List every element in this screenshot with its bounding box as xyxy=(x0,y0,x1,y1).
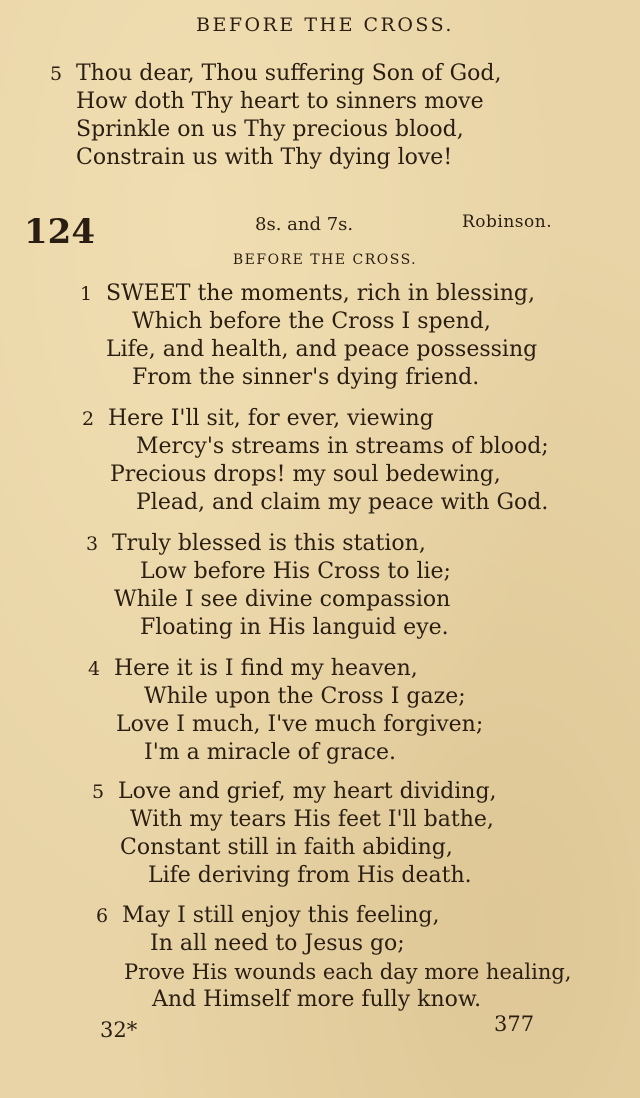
verse-line xyxy=(50,116,501,144)
verse-line xyxy=(86,558,451,586)
verse-text: SWEET the moments, rich in blessing, xyxy=(106,281,535,306)
verse-line xyxy=(80,364,537,392)
verse-line xyxy=(92,778,497,806)
hymn-meter: 8s. and 7s. xyxy=(255,214,354,235)
verse-text: Mercy's streams in streams of blood; xyxy=(136,434,549,459)
verse-text: Love I much, I've much forgiven; xyxy=(116,712,484,737)
verse-number: 6 xyxy=(96,905,109,927)
verse-text: While I see divine compassion xyxy=(114,587,451,612)
verse-3 xyxy=(86,530,451,642)
verse-line xyxy=(50,88,501,116)
verse-2 xyxy=(82,405,549,517)
hymn-number: 124 xyxy=(24,212,95,252)
verse-text: Prove His wounds each day more healing, xyxy=(124,960,572,984)
verse-text: Sprinkle on us Thy precious blood, xyxy=(76,117,464,142)
verse-line xyxy=(80,308,537,336)
verse-line xyxy=(96,930,571,958)
verse-text: Life deriving from His death. xyxy=(148,863,472,888)
verse-text: In all need to Jesus go; xyxy=(150,931,405,956)
verse-line xyxy=(88,711,483,739)
verse-line xyxy=(96,958,571,986)
verse-text: Life, and health, and peace possessing xyxy=(106,337,538,362)
verse-4 xyxy=(88,655,483,767)
verse-text: Here it is I find my heaven, xyxy=(114,656,418,681)
verse-line xyxy=(86,586,451,614)
signature-mark: 32* xyxy=(100,1018,138,1042)
verse-line xyxy=(92,862,497,890)
running-head: BEFORE THE CROSS. xyxy=(196,14,454,36)
verse-line xyxy=(86,614,451,642)
verse-1 xyxy=(80,280,537,392)
verse-number: 5 xyxy=(50,63,63,85)
verse-line xyxy=(80,280,537,308)
verse-line xyxy=(82,405,549,433)
verse-number: 3 xyxy=(86,533,99,555)
verse-line xyxy=(50,144,501,172)
verse-text: From the sinner's dying friend. xyxy=(132,365,480,390)
verse-number: 1 xyxy=(80,283,93,305)
verse-text: May I still enjoy this feeling, xyxy=(122,903,440,928)
verse-line xyxy=(80,336,537,364)
verse-text: Floating in His languid eye. xyxy=(140,615,449,640)
hymn-subheading: BEFORE THE CROSS. xyxy=(232,252,418,268)
verse-text: While upon the Cross I gaze; xyxy=(144,684,466,709)
verse-line xyxy=(92,834,497,862)
page-number: 377 xyxy=(494,1012,535,1036)
verse-text: Thou dear, Thou suffering Son of God, xyxy=(76,61,502,86)
verse-line xyxy=(96,902,571,930)
verse-line xyxy=(86,530,451,558)
verse-5 xyxy=(92,778,497,890)
verse-line xyxy=(96,986,571,1014)
verse-line xyxy=(88,683,483,711)
verse-text: Low before His Cross to lie; xyxy=(140,559,451,584)
verse-text: Love and grief, my heart dividing, xyxy=(118,779,497,804)
verse-text: Precious drops! my soul bedewing, xyxy=(110,462,501,487)
verse-text: I'm a miracle of grace. xyxy=(144,740,397,765)
verse-line xyxy=(50,60,501,88)
verse-number: 5 xyxy=(92,781,105,803)
verse-text: And Himself more fully know. xyxy=(152,987,482,1012)
verse-text: With my tears His feet I'll bathe, xyxy=(130,807,494,832)
verse-6 xyxy=(96,902,571,1014)
verse-line xyxy=(92,806,497,834)
verse-number: 4 xyxy=(88,658,101,680)
verse-text: Plead, and claim my peace with God. xyxy=(136,490,549,515)
verse-line xyxy=(88,739,483,767)
verse-text: Constant still in faith abiding, xyxy=(120,835,453,860)
verse-number: 2 xyxy=(82,408,95,430)
verse-text: Here I'll sit, for ever, viewing xyxy=(108,406,434,431)
verse-text: Constrain us with Thy dying love! xyxy=(76,145,453,170)
verse-text: How doth Thy heart to sinners move xyxy=(76,89,484,114)
verse-line xyxy=(82,489,549,517)
verse-line xyxy=(82,461,549,489)
hymn-author: Robinson. xyxy=(462,212,553,232)
verse-text: Truly blessed is this station, xyxy=(112,531,426,556)
prev-verse-5 xyxy=(50,60,501,172)
verse-text: Which before the Cross I spend, xyxy=(132,309,491,334)
verse-line xyxy=(88,655,483,683)
verse-line xyxy=(82,433,549,461)
